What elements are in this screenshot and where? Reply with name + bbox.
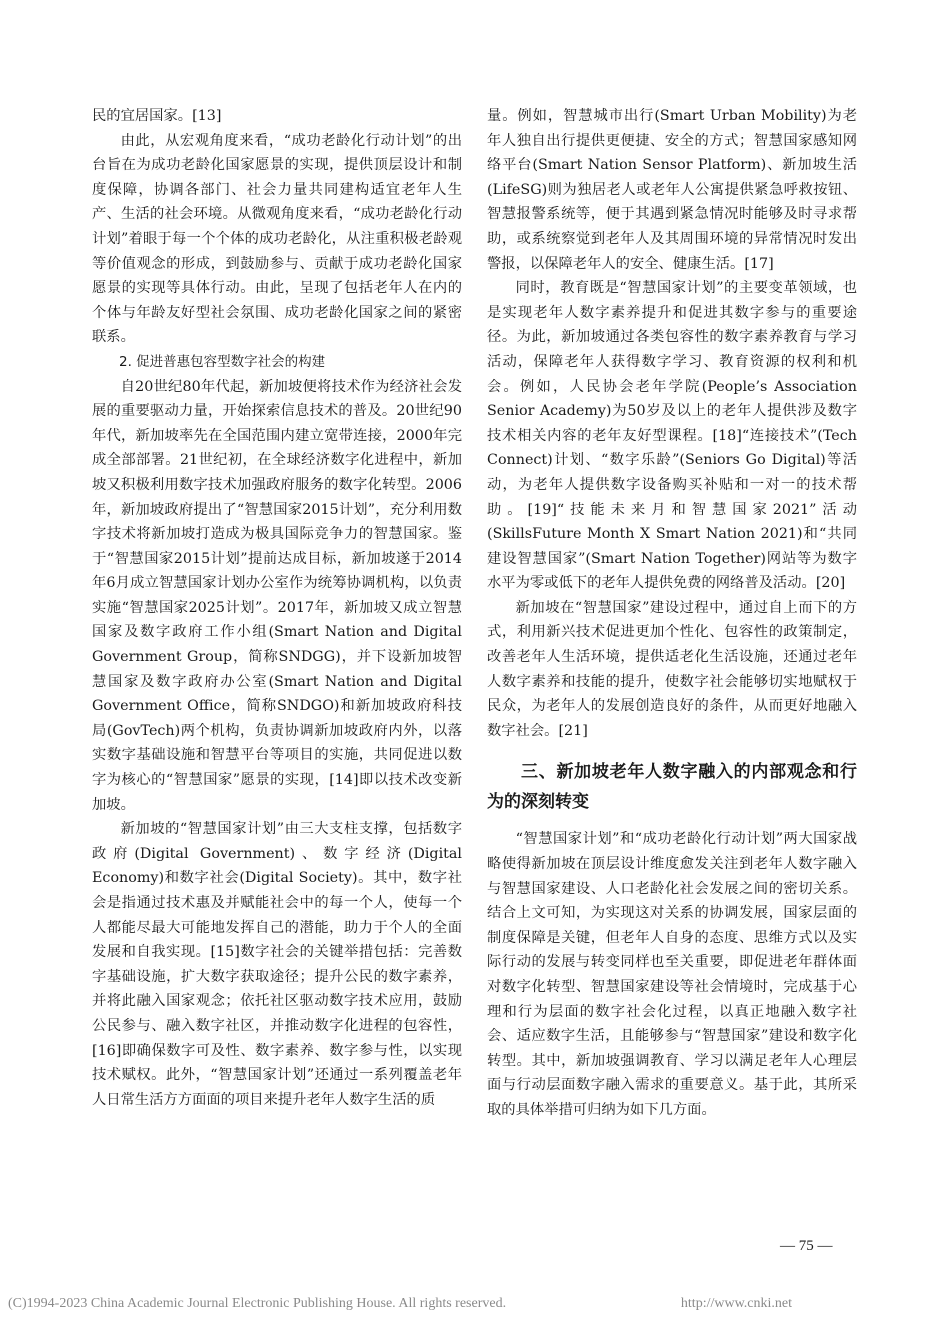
paragraph: 自20世纪80年代起，新加坡便将技术作为经济社会发展的重要驱动力量，开始探索信息技术的普及。20世纪90年代，新加坡率先在全国范围内建立宽带连接，2000年完成全部部署。21世纪初，在全球经济数字化进程中，新加坡又积极利用数字技术加强政府服务的数字化转型。2006年，新加坡政府提出了“智慧国家2015计划”，充分利用数字技术将新加坡打造成为极具国际竞争力的智慧国家。鉴于“智慧国家2015计划”提前达成目标，新加坡遂于2014年6月成立智慧国家计划办公室作为统筹协调机构，以负责实施“智慧国家2025计划”。2017年，新加坡又成立智慧国家及数字政府工作小组(Smart Nation and Digital Government Group，简称SNDGG)，并下设新加坡智慧国家及数字政府办公室(Smart Nation and Digital Government Office，简称SNDGO)和新加坡政府科技局(GovTech)两个机构，负责协调新加坡政府内外，以落实数字基础设施和智慧平台等项目的实施，共同促进以数字为核心的“智慧国家”愿景的实现，[14]即以技术改变新加坡。	[92, 378, 462, 813]
paragraph: 新加坡在“智慧国家”建设过程中，通过自上而下的方式，利用新兴技术促进更加个性化、包容性的政策制定，改善老年人生活环境，提供适老化生活设施，还通过老年人数字素养和技能的提升，使数字社会能够切实地赋权于民众，为老年人的发展创造良好的条件，从而更好地融入数字社会。[21]	[487, 599, 857, 739]
paragraph: 量。例如，智慧城市出行(Smart Urban Mobility)为老年人独自出行提供更便捷、安全的方式；智慧国家感知网络平台(Smart Nation Sensor Platform)、新加坡生活(LifeSG)则为独居老人或老年人公寓提供紧急呼救按钮、智慧报警系统等，便于其遇到紧急情况时能够及时寻求帮助，或系统察觉到老年人及其周围环境的异常情况时发出警报，以保障老年人的安全、健康生活。[17]	[487, 108, 857, 272]
left-column	[92, 104, 462, 1112]
paragraph: 新加坡的“智慧国家计划”由三大支柱支撑，包括数字政府(Digital Government)、数字经济(Digital Economy)和数字社会(Digital Society)。其中，数字社会是指通过技术惠及并赋能社会中的每一个人，使每一个人都能尽最大可能地发挥自己的潜能，助力于个人的全面发展和自我实现。[15]数字社会的关键举措包括：完善数字基础设施，扩大数字获取途径；提升公民的数字素养，并将此融入国家观念；依托社区驱动数字技术应用，鼓励公民参与、融入数字社区，并推动数字化进程的包容性，[16]即确保数字可及性、数字素养、数字参与性，以实现技术赋权。此外，“智慧国家计划”还通过一系列覆盖老年人日常生活方方面面的项目来提升老年人数字生活的质	[92, 821, 462, 1108]
paragraph: 由此，从宏观角度来看，“成功老龄化行动计划”的出台旨在为成功老龄化国家愿景的实现，提供顶层设计和制度保障，协调各部门、社会力量共同建构适宜老年人生产、生活的社会环境。从微观角度来看，“成功老龄化行动计划”着眼于每一个个体的成功老龄化，从注重积极老龄观等价值观念的形成，到鼓励参与、贡献于成功老龄化国家愿景的实现等具体行动。由此，呈现了包括老年人在内的个体与年龄友好型社会氛围、成功老龄化国家之间的紧密联系。	[92, 132, 462, 346]
footer	[8, 1296, 942, 1312]
paragraph: 同时，教育既是“智慧国家计划”的主要变革领域，也是实现老年人数字素养提升和促进其数字参与的重要途径。为此，新加坡通过各类包容性的数字素养教育与学习活动，保障老年人获得数字学习、教育资源的权利和机会。例如，人民协会老年学院(People’s Association Senior Academy)为50岁及以上的老年人提供涉及数字技术相关内容的老年友好型课程。[18]“连接技术”(Tech Connect)计划、“数字乐龄”(Seniors Go Digital)等活动，为老年人提供数字设备购买补贴和一对一的技术帮助。[19]“技能未来月和智慧国家2021”活动(SkillsFuture Month X Smart Nation 2021)和“共同建设智慧国家”(Smart Nation Together)网站等为数字水平为零或低下的老年人提供免费的网络普及活动。[20]	[487, 280, 857, 592]
footer-url: http://www.cnki.net	[680, 1296, 792, 1311]
section-heading: 三、新加坡老年人数字融入的内部观念和行为的深刻转变	[487, 762, 857, 813]
page-number: — 75 —	[780, 1238, 833, 1254]
right-column	[487, 104, 857, 1123]
copyright-text: (C)1994-2023 China Academic Journal Electronic Publishing House. All rights reserved.	[8, 1296, 507, 1311]
subsection-heading: 2. 促进普惠包容型数字社会的构建	[119, 353, 326, 370]
paragraph: “智慧国家计划”和“成功老龄化行动计划”两大国家战略使得新加坡在顶层设计维度愈发关注到老年人数字融入与智慧国家建设、人口老龄化社会发展之间的密切关系。结合上文可知，为实现这对关系的协调发展，国家层面的制度保障是关键，但老年人自身的态度、思维方式以及实际行动的发展与转变同样也至关重要，即促进老年群体面对数字化转型、智慧国家建设等社会情境时，完成基于心理和行为层面的数字社会化过程，以真正地融入数字社会、适应数字生活，且能够参与“智慧国家”建设和数字化转型。其中，新加坡强调教育、学习以满足老年人心理层面与行动层面数字融入需求的重要意义。基于此，其所采取的具体举措可归纳为如下几方面。	[487, 831, 857, 1118]
paragraph: 民的宜居国家。[13]	[92, 108, 222, 124]
